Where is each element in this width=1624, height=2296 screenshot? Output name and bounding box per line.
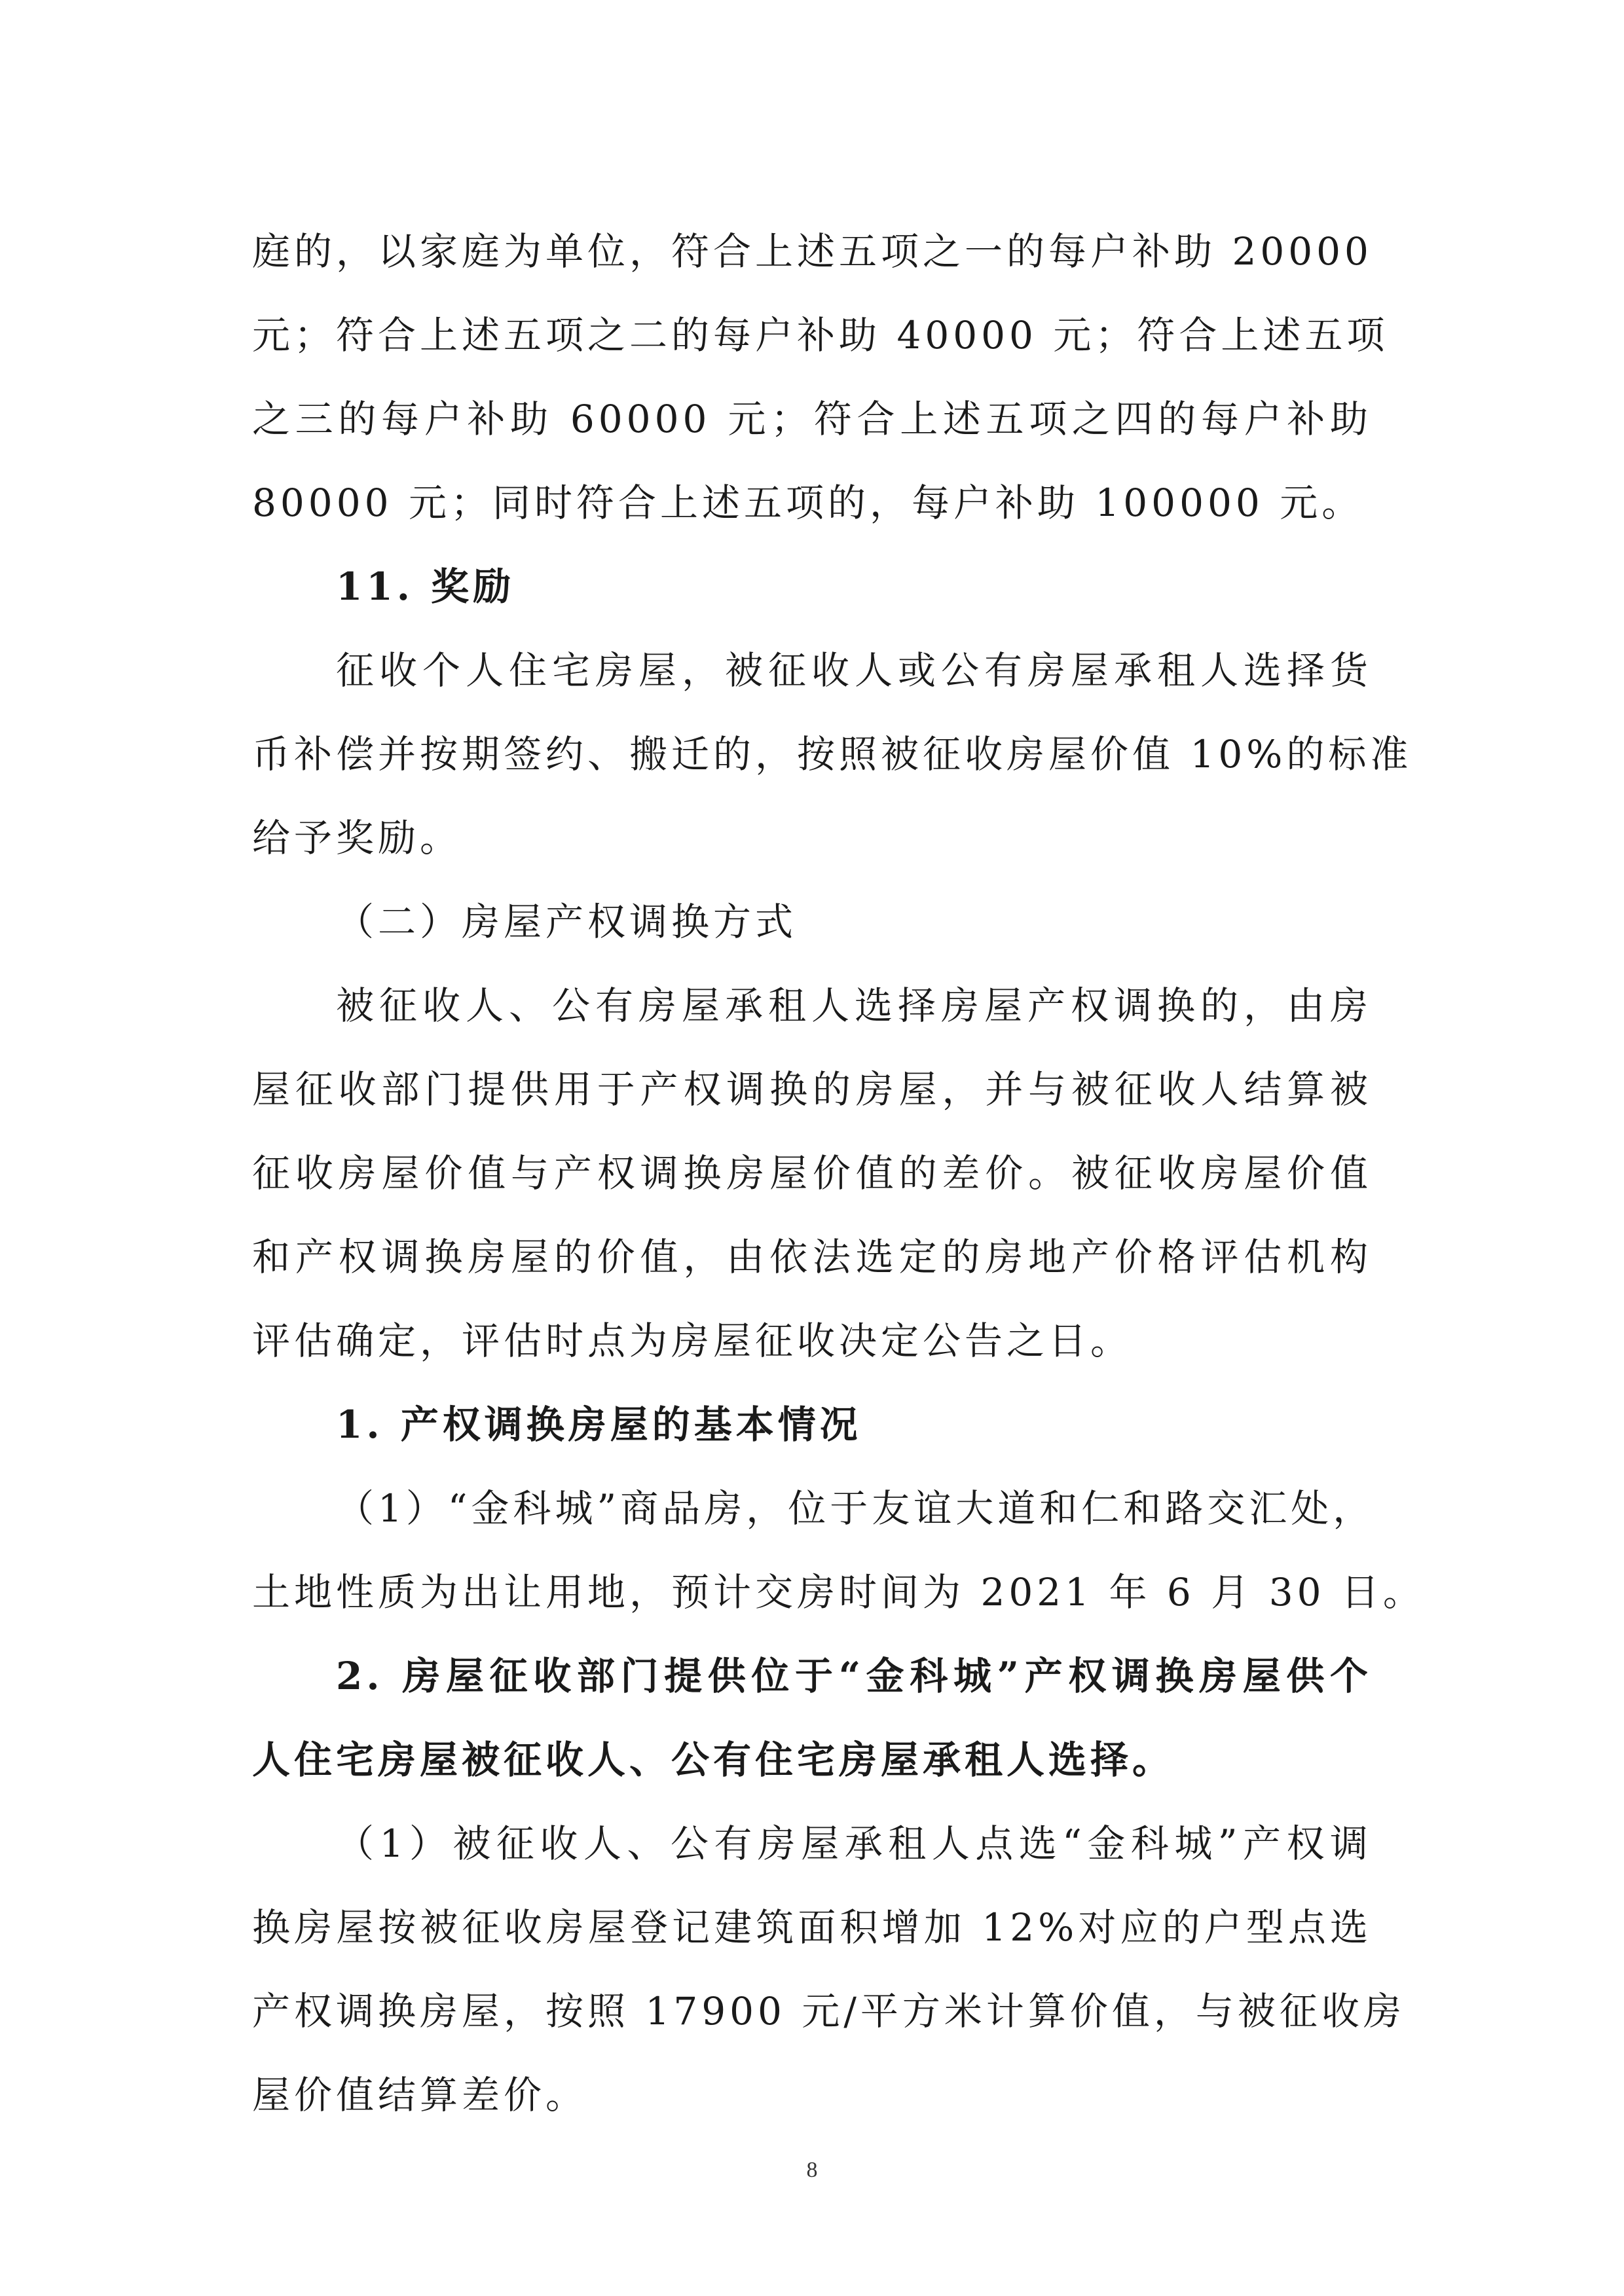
body-text: [252, 210, 1425, 2137]
paragraph-line: 屋征收部门提供用于产权调换的房屋，并与被征收人结算被: [252, 1067, 1372, 1112]
paragraph-line: （1）“金科城”商品房，位于友谊大道和仁和路交汇处，: [336, 1486, 1375, 1531]
paragraph-line: 元；符合上述五项之二的每户补助 40000 元；符合上述五项: [252, 313, 1389, 357]
paragraph-line: 给予奖励。: [252, 816, 462, 860]
paragraph-line: 之三的每户补助 60000 元；符合上述五项之四的每户补助: [252, 397, 1372, 441]
section-heading-line: 2. 房屋征收部门提供位于“金科城”产权调换房屋供个: [336, 1654, 1372, 1698]
paragraph-line: 屋价值结算差价。: [252, 2073, 588, 2117]
paragraph-line: 征收房屋价值与产权调换房屋价值的差价。被征收房屋价值: [252, 1151, 1372, 1195]
paragraph-line: 产权调换房屋，按照 17900 元/平方米计算价值，与被征收房: [252, 1989, 1405, 2033]
paragraph-line: 换房屋按被征收房屋登记建筑面积增加 12%对应的户型点选: [252, 1905, 1372, 1950]
paragraph-line: 和产权调换房屋的价值，由依法选定的房地产价格评估机构: [252, 1235, 1372, 1279]
paragraph-line: 币补偿并按期签约、搬迁的，按照被征收房屋价值 10%的标准: [252, 732, 1412, 776]
section-heading-line: 人住宅房屋被征收人、公有住宅房屋承租人选择。: [252, 1738, 1175, 1782]
section-heading-line: 11. 奖励: [336, 564, 515, 609]
paragraph-line: 评估确定，评估时点为房屋征收决定公告之日。: [252, 1319, 1133, 1363]
section-heading-line: 1. 产权调换房屋的基本情况: [336, 1402, 862, 1447]
paragraph-line: （二）房屋产权调换方式: [336, 900, 798, 944]
paragraph-line: （1）被征收人、公有房屋承租人点选“金科城”产权调: [336, 1821, 1372, 1866]
paragraph-line: 80000 元；同时符合上述五项的，每户补助 100000 元。: [252, 481, 1364, 525]
paragraph-line: 土地性质为出让用地，预计交房时间为 2021 年 6 月 30 日。: [252, 1570, 1425, 1614]
paragraph-line: 征收个人住宅房屋，被征收人或公有房屋承租人选择货: [336, 648, 1372, 693]
paragraph-line: 被征收人、公有房屋承租人选择房屋产权调换的，由房: [336, 983, 1372, 1028]
paragraph-line: 庭的，以家庭为单位，符合上述五项之一的每户补助 20000: [252, 229, 1373, 274]
page-number: 8: [806, 2158, 818, 2182]
